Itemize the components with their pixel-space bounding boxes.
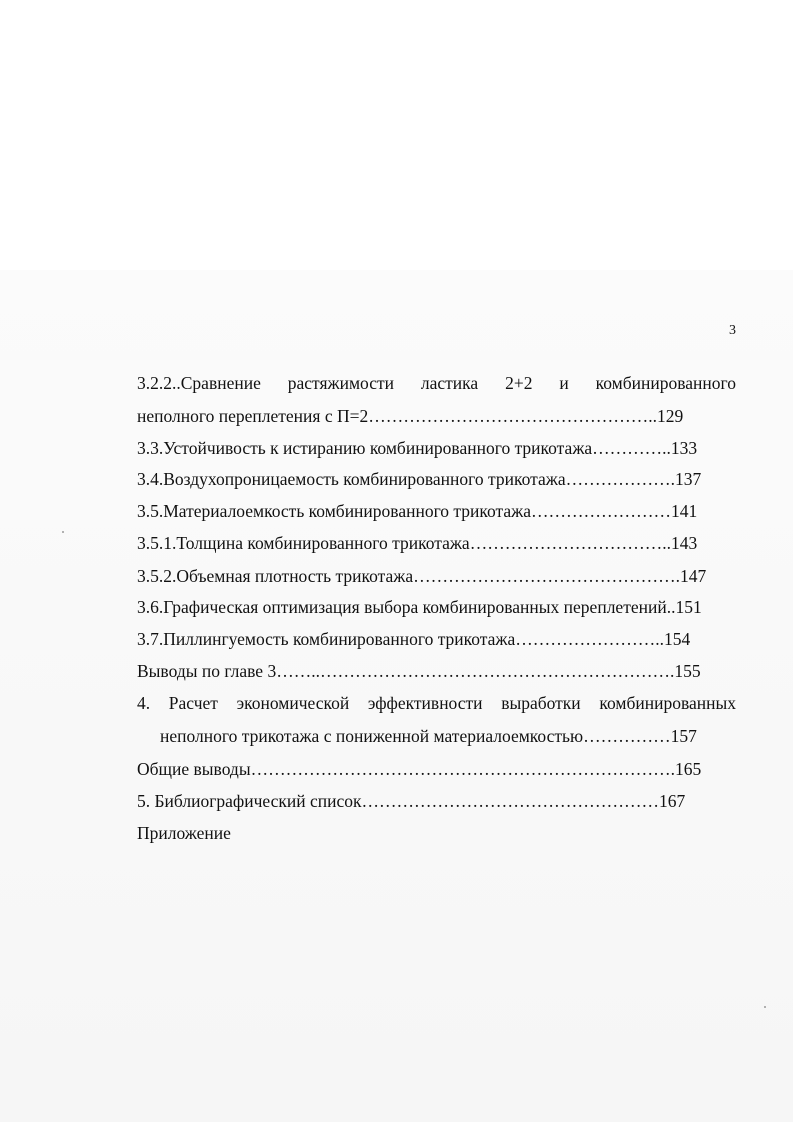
toc-entry-3-4: 3.4.Воздухопроницаемость комбинированного трикотажа……………….137 [137,469,702,489]
toc-entry-general-conclusions: Общие выводы……………………………………………………………….165 [137,759,702,779]
toc-entry-3-5: 3.5.Материалоемкость комбинированного трикотажа……………………141 [137,501,698,521]
toc-entry-4-line-1: 4. Расчет экономической эффективности выработки комбинированных [137,693,736,713]
toc-entry-5-bibliography: 5. Библиографический список……………………………………………167 [137,791,686,811]
toc-entry-3-7: 3.7.Пиллингуемость комбинированного трикотажа……………………..154 [137,629,691,649]
scan-speck [764,1006,766,1008]
toc-entry-3-2-2-line-1: 3.2.2..Сравнение растяжимости ластика 2+2 и комбинированного [137,373,736,393]
toc-entry-3-5-2: 3.5.2.Объемная плотность трикотажа……………………………………….147 [137,566,707,586]
toc-entry-3-2-2-line-2: неполного переплетения с П=2…………………………………………..129 [137,406,684,426]
page-number: 3 [729,323,736,338]
toc-entry-appendix: Приложение [137,823,231,843]
toc-entry-3-3: 3.3.Устойчивость к истиранию комбинированного трикотажа…………..133 [137,438,698,458]
scan-speck [62,531,64,533]
toc-entry-conclusions-chapter-3: Выводы по главе 3……..…………………………………………………….155 [137,661,701,681]
toc-entry-4-line-2: неполного трикотажа с пониженной материалоемкостью……………157 [160,726,697,746]
toc-entry-3-6: 3.6.Графическая оптимизация выбора комбинированных переплетений..151 [137,597,702,617]
toc-entry-3-5-1: 3.5.1.Толщина комбинированного трикотажа……………………………..143 [137,533,698,553]
